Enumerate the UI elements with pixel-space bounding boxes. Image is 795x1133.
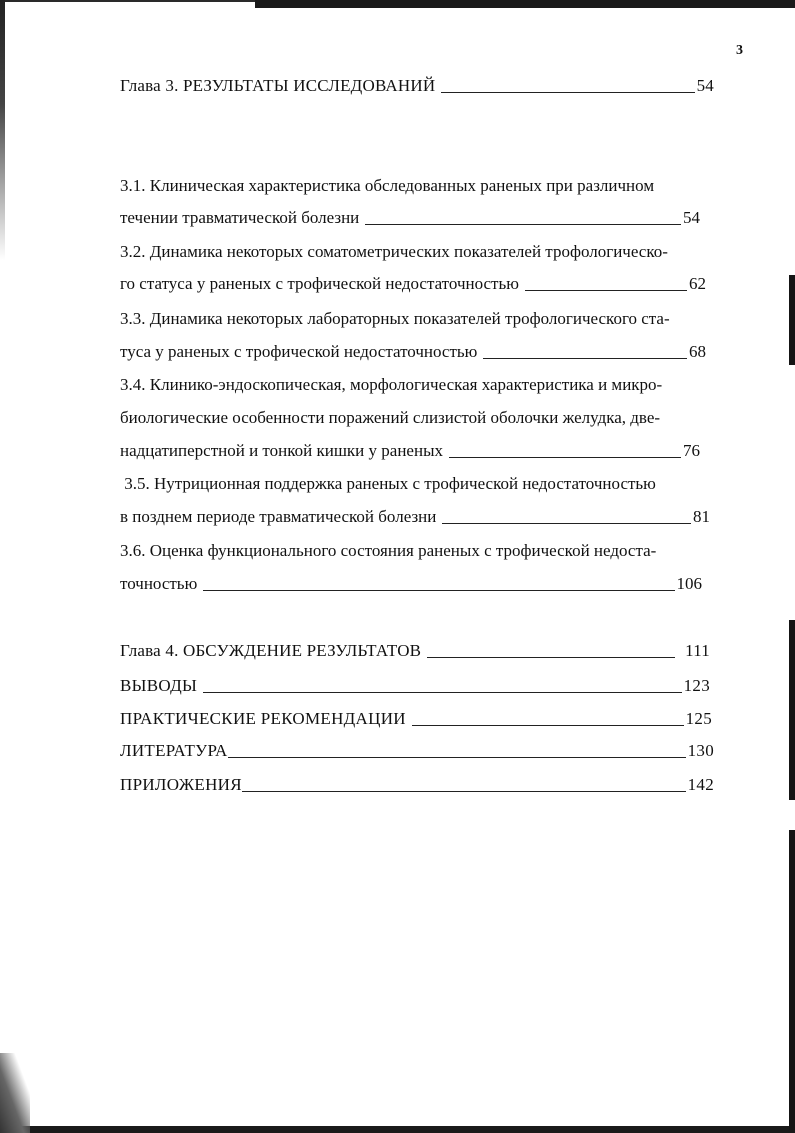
- toc-section-text: точностью: [120, 574, 198, 593]
- toc-section-text: течении травматической болезни: [120, 208, 360, 227]
- scan-edge-right-1: [789, 275, 795, 365]
- toc-leader: [441, 92, 694, 93]
- toc-leader: [203, 692, 681, 693]
- toc-section-text: туса у раненых с трофической недостаточностью: [120, 342, 478, 361]
- toc-entry-title: ПРИЛОЖЕНИЯ: [120, 775, 242, 794]
- toc-entry-title: ПРАКТИЧЕСКИЕ РЕКОМЕНДАЦИИ: [120, 709, 406, 728]
- toc-section-text: го статуса у раненых с трофической недостаточностью: [120, 274, 519, 293]
- toc-leader: [442, 523, 691, 524]
- toc-entry-page: 111: [685, 641, 710, 660]
- toc-chapter-4: [120, 641, 710, 661]
- scan-corner-bottom-left: [0, 1053, 30, 1133]
- toc-section-3-5-line-1: 3.5. Нутриционная поддержка раненых с трофической недостаточностью: [120, 474, 656, 493]
- toc-chapter-3: [120, 76, 714, 96]
- toc-leader: [242, 791, 686, 792]
- toc-leader: [525, 290, 687, 291]
- toc-appendices: [120, 775, 714, 795]
- toc-entry-title: ВЫВОДЫ: [120, 676, 198, 695]
- scan-edge-bottom: [18, 1126, 795, 1133]
- toc-section-3-6-last: [120, 574, 702, 594]
- toc-section-3-2-last: [120, 274, 706, 294]
- toc-section-3-3-line-1: 3.3. Динамика некоторых лабораторных показателей трофологического ста-: [120, 309, 670, 328]
- toc-section-page: 106: [676, 574, 702, 593]
- scan-edge-left: [0, 0, 5, 260]
- toc-chapter-3-page: 54: [696, 76, 714, 95]
- toc-leader: [483, 358, 687, 359]
- toc-section-3-2-line-1: 3.2. Динамика некоторых соматометрических показателей трофологическо-: [120, 242, 668, 261]
- toc-recommendations: [120, 709, 712, 729]
- toc-section-3-6-line-1: 3.6. Оценка функционального состояния раненых с трофической недоста-: [120, 541, 657, 560]
- toc-leader: [412, 725, 684, 726]
- scan-edge-right-3: [789, 830, 795, 1130]
- toc-section-page: 68: [689, 342, 706, 361]
- toc-section-3-1-last: [120, 208, 700, 228]
- toc-section-page: 62: [689, 274, 706, 293]
- toc-section-3-4-line-2: биологические особенности поражений слизистой оболочки желудка, две-: [120, 408, 661, 427]
- toc-section-page: 54: [683, 208, 700, 227]
- toc-section-3-3-last: [120, 342, 706, 362]
- toc-entry-page: 130: [687, 741, 714, 760]
- scan-edge-top: [255, 0, 795, 8]
- toc-entry-title: ЛИТЕРАТУРА: [120, 741, 228, 760]
- scan-edge-right-2: [789, 620, 795, 800]
- toc-literature: [120, 741, 714, 761]
- toc-section-3-5-last: [120, 507, 710, 527]
- toc-entry-title: Глава 4. ОБСУЖДЕНИЕ РЕЗУЛЬТАТОВ: [120, 641, 422, 660]
- toc-leader: [365, 224, 681, 225]
- toc-entry-page: 142: [687, 775, 714, 794]
- toc-section-text: в позднем периоде травматической болезни: [120, 507, 437, 526]
- toc-section-page: 81: [693, 507, 710, 526]
- scan-edge-top-thin: [0, 0, 255, 2]
- toc-conclusions: [120, 676, 710, 696]
- toc-leader: [228, 757, 686, 758]
- toc-chapter-3-title: Глава 3. РЕЗУЛЬТАТЫ ИССЛЕДОВАНИЙ: [120, 76, 436, 95]
- toc-section-3-1-line-1: 3.1. Клиническая характеристика обследованных раненых при различном: [120, 176, 655, 195]
- toc-section-text: надцатиперстной и тонкой кишки у раненых: [120, 441, 443, 460]
- toc-leader: [427, 657, 675, 658]
- toc-section-page: 76: [683, 441, 700, 460]
- toc-section-3-4-line-1: 3.4. Клинико-эндоскопическая, морфологическая характеристика и микро-: [120, 375, 663, 394]
- toc-leader: [203, 590, 674, 591]
- toc-entry-page: 125: [685, 709, 712, 728]
- page-number: 3: [736, 43, 743, 58]
- toc-entry-page: 123: [683, 676, 710, 695]
- toc-section-3-4-last: [120, 441, 700, 461]
- toc-leader: [449, 457, 681, 458]
